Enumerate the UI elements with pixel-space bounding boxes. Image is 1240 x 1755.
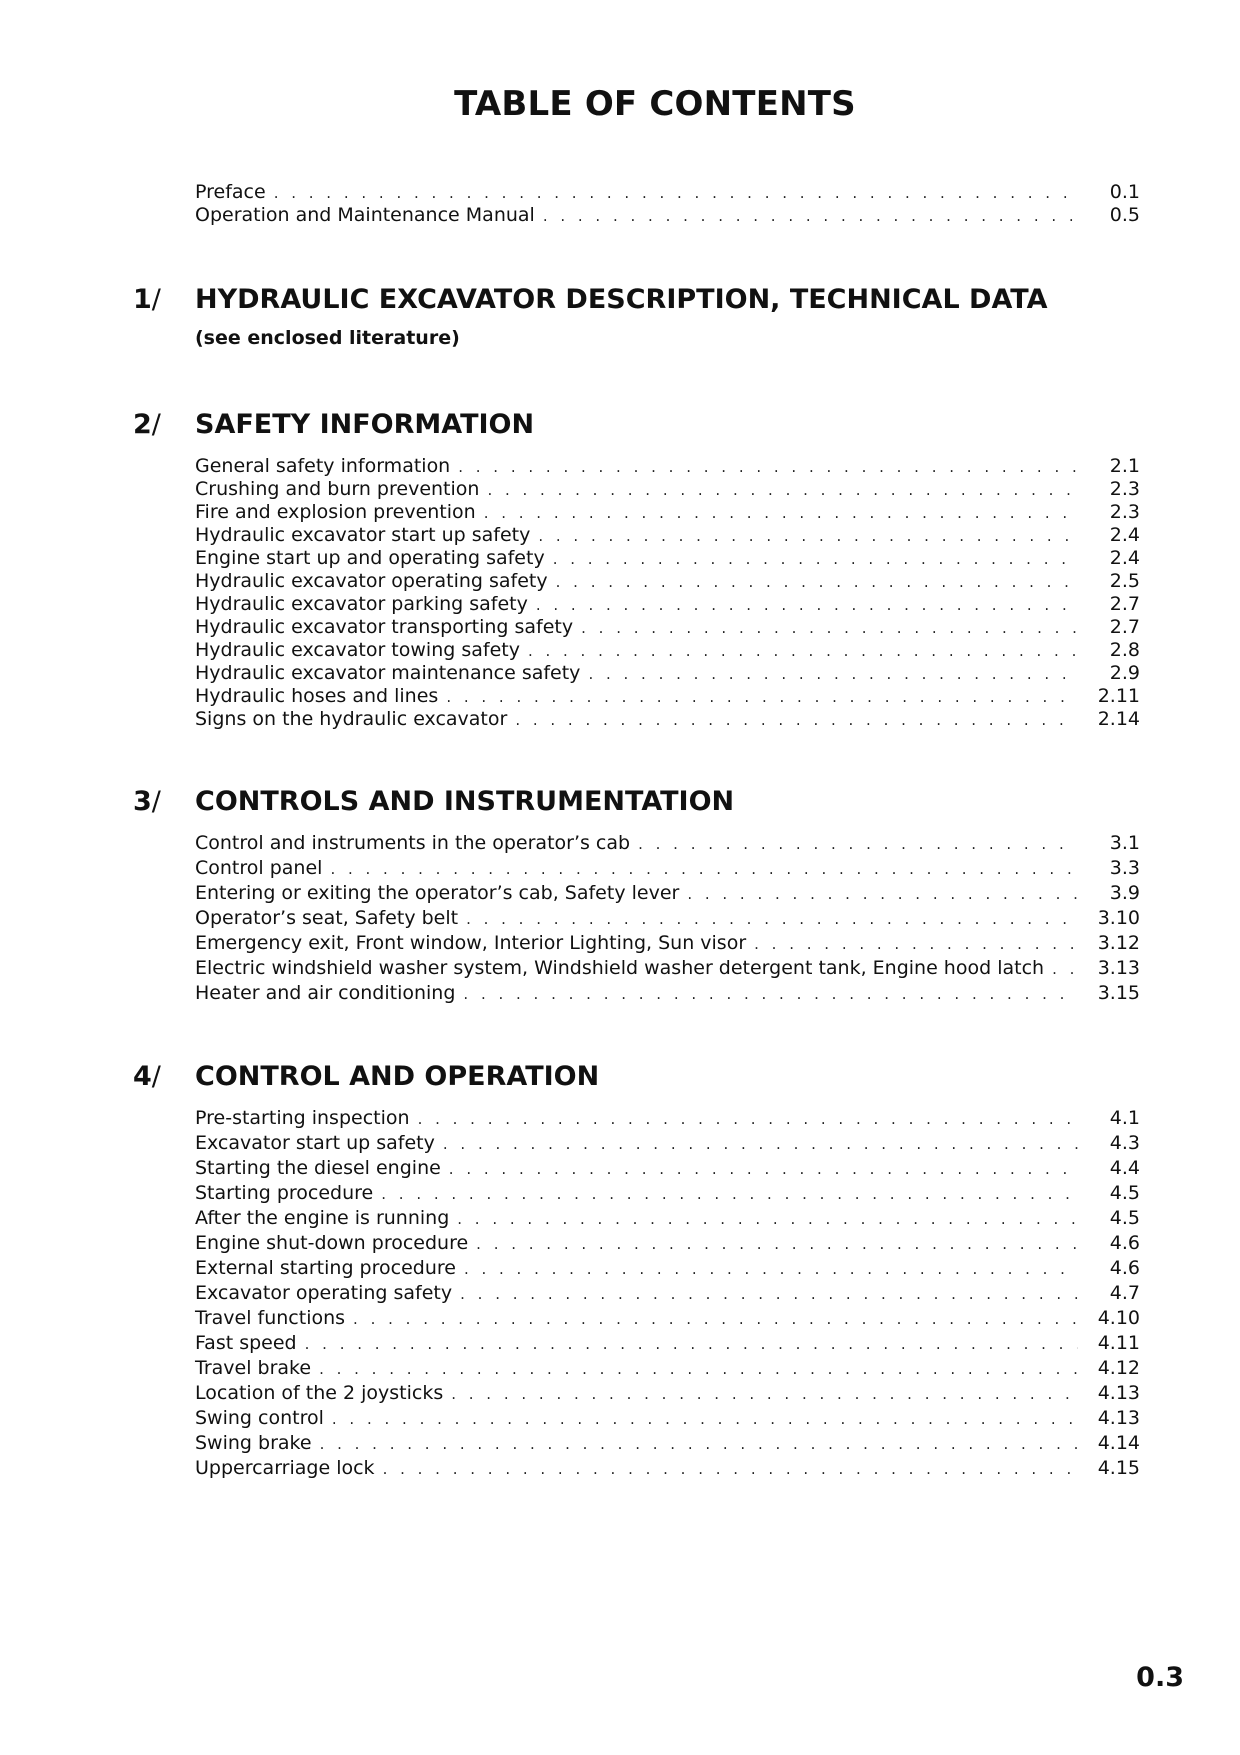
toc-entry-label: Hydraulic excavator towing safety [195, 639, 520, 661]
toc-entry[interactable] [195, 1257, 1140, 1282]
toc-entry[interactable] [195, 1457, 1140, 1482]
section-title-4[interactable]: CONTROL AND OPERATION [195, 1061, 600, 1092]
toc-entry[interactable] [195, 1382, 1140, 1407]
toc-entry-page: 4.3 [1109, 1132, 1140, 1154]
toc-entry[interactable] [195, 524, 1140, 547]
toc-entry-page: 4.15 [1097, 1457, 1140, 1479]
section-title-3[interactable]: CONTROLS AND INSTRUMENTATION [195, 786, 735, 817]
dot-leader [460, 1283, 1078, 1306]
toc-entry-page: 2.14 [1097, 708, 1140, 730]
dot-leader [353, 1308, 1078, 1331]
toc-entry-label: Hydraulic excavator maintenance safety [195, 662, 581, 684]
toc-entry-preface[interactable] [195, 181, 1140, 204]
section-number-3: 3/ [133, 786, 161, 817]
toc-entry-label: Control and instruments in the operator’s cab [195, 832, 631, 854]
toc-entry-label: Fast speed [195, 1332, 297, 1354]
toc-entry-label: Hydraulic excavator operating safety [195, 570, 548, 592]
dot-leader [754, 933, 1078, 956]
dot-leader [319, 1358, 1078, 1381]
toc-entry-label: Crushing and burn prevention [195, 478, 480, 500]
toc-entry[interactable] [195, 1357, 1140, 1382]
toc-entry[interactable] [195, 1407, 1140, 1432]
toc-entry-page: 4.11 [1097, 1332, 1140, 1354]
toc-entry-page: 2.4 [1109, 524, 1140, 546]
dot-leader [687, 883, 1078, 906]
dot-leader [588, 663, 1078, 686]
toc-entry-label: Travel functions [195, 1307, 346, 1329]
toc-entry-label: Excavator operating safety [195, 1282, 453, 1304]
toc-entry-page: 2.3 [1109, 478, 1140, 500]
toc-entry[interactable] [195, 882, 1140, 907]
toc-entry[interactable] [195, 455, 1140, 478]
dot-leader [458, 456, 1078, 479]
dot-leader [528, 640, 1078, 663]
toc-entry-page: 4.13 [1097, 1407, 1140, 1429]
toc-entry-page: 2.7 [1109, 593, 1140, 615]
toc-entry[interactable] [195, 616, 1140, 639]
toc-entry-page: 3.15 [1097, 982, 1140, 1004]
toc-entry[interactable] [195, 857, 1140, 882]
toc-entry-page: 4.5 [1109, 1207, 1140, 1229]
toc-entry-label: Location of the 2 joysticks [195, 1382, 444, 1404]
dot-leader [553, 548, 1078, 571]
dot-leader [451, 1383, 1078, 1406]
dot-leader [466, 908, 1078, 931]
toc-entry[interactable] [195, 685, 1140, 708]
toc-entry-page: 0.5 [1109, 204, 1140, 226]
toc-entry-label: Hydraulic excavator transporting safety [195, 616, 574, 638]
toc-entry-label: Hydraulic hoses and lines [195, 685, 439, 707]
toc-entry-page: 4.6 [1109, 1257, 1140, 1279]
section-number-4: 4/ [133, 1061, 161, 1092]
toc-entry-page: 4.10 [1097, 1307, 1140, 1329]
toc-entry-label: Signs on the hydraulic excavator [195, 708, 508, 730]
toc-entry-label: Engine shut-down procedure [195, 1232, 469, 1254]
section-4-entries [195, 1107, 1140, 1482]
toc-entry-page: 2.4 [1109, 547, 1140, 569]
toc-entry-label: Starting procedure [195, 1182, 374, 1204]
toc-entry-page: 2.3 [1109, 501, 1140, 523]
toc-entry[interactable] [195, 639, 1140, 662]
toc-entry[interactable] [195, 1157, 1140, 1182]
toc-entry[interactable] [195, 1132, 1140, 1157]
section-title-1[interactable]: HYDRAULIC EXCAVATOR DESCRIPTION, TECHNICAL DATA [195, 284, 1048, 315]
section-note-1: (see enclosed literature) [195, 327, 460, 349]
toc-entry-page: 2.7 [1109, 616, 1140, 638]
dot-leader [457, 1208, 1078, 1231]
dot-leader [449, 1158, 1078, 1181]
dot-leader [332, 1408, 1078, 1431]
dot-leader [383, 1458, 1078, 1481]
toc-entry-page: 3.10 [1097, 907, 1140, 929]
toc-entry[interactable] [195, 501, 1140, 524]
toc-entry-label: Emergency exit, Front window, Interior Lighting, Sun visor [195, 932, 747, 954]
page-number: 0.3 [1136, 1662, 1184, 1693]
title-container [0, 84, 1240, 124]
toc-entry-page: 2.8 [1109, 639, 1140, 661]
toc-entry[interactable] [195, 957, 1140, 982]
toc-entry[interactable] [195, 1432, 1140, 1457]
dot-leader [543, 205, 1078, 228]
toc-entry-page: 4.12 [1097, 1357, 1140, 1379]
toc-entry-label: Excavator start up safety [195, 1132, 435, 1154]
toc-entry-label: Electric windshield washer system, Windshield washer detergent tank, Engine hood latch [195, 957, 1045, 979]
toc-entry-page: 4.7 [1109, 1282, 1140, 1304]
dot-leader [556, 571, 1078, 594]
toc-entry-page: 3.1 [1109, 832, 1140, 854]
toc-entry-label: Entering or exiting the operator’s cab, Safety lever [195, 882, 680, 904]
toc-entry[interactable] [195, 982, 1140, 1007]
toc-entry-label: Heater and air conditioning [195, 982, 456, 1004]
toc-entry-page: 4.6 [1109, 1232, 1140, 1254]
toc-entry[interactable] [195, 1232, 1140, 1257]
toc-entry-label: Preface [195, 181, 266, 203]
toc-entry-label: Engine start up and operating safety [195, 547, 545, 569]
dot-leader [476, 1233, 1078, 1256]
dot-leader [538, 525, 1078, 548]
toc-entry-label: External starting procedure [195, 1257, 456, 1279]
toc-entry[interactable] [195, 593, 1140, 616]
toc-entry[interactable] [195, 1332, 1140, 1357]
toc-entry[interactable] [195, 1182, 1140, 1207]
page-title: TABLE OF CONTENTS [454, 84, 856, 124]
toc-entry[interactable] [195, 932, 1140, 957]
toc-entry[interactable] [195, 478, 1140, 501]
toc-entry-label: After the engine is running [195, 1207, 450, 1229]
toc-entry-label: Uppercarriage lock [195, 1457, 375, 1479]
toc-entry-label: Pre-starting inspection [195, 1107, 410, 1129]
toc-entry[interactable] [195, 1282, 1140, 1307]
toc-entry-page: 4.14 [1097, 1432, 1140, 1454]
toc-entry-label: Operator’s seat, Safety belt [195, 907, 459, 929]
toc-entry-operation-manual[interactable] [195, 204, 1140, 227]
toc-entry-label: Operation and Maintenance Manual [195, 204, 535, 226]
toc-entry-label: Fire and explosion prevention [195, 501, 476, 523]
toc-entry[interactable] [195, 547, 1140, 570]
toc-entry-page: 4.1 [1109, 1107, 1140, 1129]
dot-leader [381, 1183, 1078, 1206]
toc-entry[interactable] [195, 907, 1140, 932]
dot-leader [418, 1108, 1078, 1131]
toc-entry-page: 3.12 [1097, 932, 1140, 954]
toc-entry[interactable] [195, 1207, 1140, 1232]
toc-entry-page: 4.4 [1109, 1157, 1140, 1179]
toc-entry-label: Swing control [195, 1407, 324, 1429]
toc-entry-label: Control panel [195, 857, 323, 879]
toc-entry[interactable] [195, 662, 1140, 685]
intro-list [195, 181, 1140, 227]
dot-leader [464, 1258, 1078, 1281]
toc-entry-page: 2.1 [1109, 455, 1140, 477]
toc-entry[interactable] [195, 1107, 1140, 1132]
toc-entry-page: 4.13 [1097, 1382, 1140, 1404]
dot-leader [581, 617, 1078, 640]
dot-leader [330, 858, 1078, 881]
dot-leader [320, 1433, 1078, 1456]
dot-leader [1052, 958, 1078, 981]
toc-entry-page: 3.3 [1109, 857, 1140, 879]
toc-entry-page: 3.13 [1097, 957, 1140, 979]
toc-entry-label: Travel brake [195, 1357, 312, 1379]
dot-leader [446, 686, 1078, 709]
toc-entry-label: Starting the diesel engine [195, 1157, 441, 1179]
toc-entry-page: 2.9 [1109, 662, 1140, 684]
dot-leader [274, 182, 1078, 205]
toc-entry-label: Swing brake [195, 1432, 312, 1454]
dot-leader [484, 502, 1078, 525]
toc-entry[interactable] [195, 1307, 1140, 1332]
toc-entry-page: 0.1 [1109, 181, 1140, 203]
dot-leader [515, 709, 1078, 732]
dot-leader [487, 479, 1078, 502]
toc-entry-page: 4.5 [1109, 1182, 1140, 1204]
section-number-1: 1/ [133, 284, 161, 315]
toc-entry[interactable] [195, 832, 1140, 857]
toc-entry[interactable] [195, 570, 1140, 593]
section-3-entries [195, 832, 1140, 1007]
toc-entry-page: 2.5 [1109, 570, 1140, 592]
toc-entry-label: General safety information [195, 455, 451, 477]
toc-entry-label: Hydraulic excavator start up safety [195, 524, 531, 546]
dot-leader [463, 983, 1078, 1006]
toc-entry-page: 2.11 [1097, 685, 1140, 707]
toc-entry-label: Hydraulic excavator parking safety [195, 593, 528, 615]
section-2-entries [195, 455, 1140, 731]
dot-leader [443, 1133, 1078, 1156]
dot-leader [536, 594, 1078, 617]
dot-leader [305, 1333, 1078, 1356]
toc-entry-page: 3.9 [1109, 882, 1140, 904]
section-number-2: 2/ [133, 409, 161, 440]
toc-entry[interactable] [195, 708, 1140, 731]
dot-leader [638, 833, 1078, 856]
section-title-2[interactable]: SAFETY INFORMATION [195, 409, 535, 440]
